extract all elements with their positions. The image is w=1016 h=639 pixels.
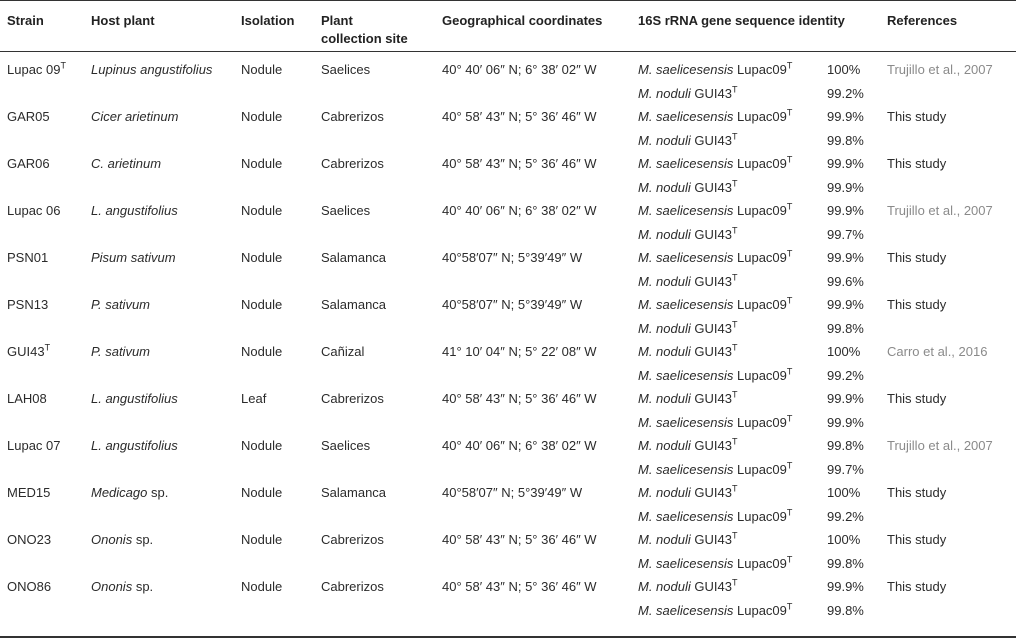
collection-site-cell: Saelices [321,438,371,453]
identity-value-2: 99.8% [827,556,864,571]
type-strain-marker: T [731,342,738,353]
strain-cell [7,343,50,361]
identity-species: M. saelicesensis [638,297,734,312]
host-plant-cell [91,343,150,361]
type-strain-marker: T [44,342,51,353]
identity-line-1 [638,484,737,502]
identity-species: M. saelicesensis [638,556,734,571]
identity-line-2 [638,226,737,244]
isolation-cell: Nodule [241,485,283,500]
type-strain-marker: T [786,60,793,71]
type-strain-marker: T [786,601,793,612]
identity-value-1: 100% [827,344,861,359]
identity-value-1: 99.8% [827,438,864,453]
identity-species: M. saelicesensis [638,250,734,265]
type-strain-marker: T [731,483,738,494]
isolation-cell: Nodule [241,297,283,312]
host-plant-name: Medicago [91,485,148,500]
header-rule [0,51,1016,52]
coordinates-cell: 40° 58′ 43″ N; 5° 36′ 46″ W [442,532,597,547]
strain-name: GAR06 [7,156,50,171]
type-strain-marker: T [731,272,738,283]
identity-species: M. noduli [638,274,691,289]
reference-cell: This study [887,532,947,547]
identity-value-2: 99.9% [827,415,864,430]
type-strain-marker: T [786,413,793,424]
identity-species: M. saelicesensis [638,109,734,124]
host-plant-name: Ononis [91,532,133,547]
type-strain-marker: T [731,131,738,142]
collection-site-cell: Cabrerizos [321,391,384,406]
identity-line-2 [638,85,737,103]
identity-value-1: 99.9% [827,250,864,265]
identity-line-1 [638,108,792,126]
identity-value-2: 99.2% [827,86,864,101]
type-strain-marker: T [786,201,793,212]
strain-cell [7,108,50,126]
header-host-plant: Host plant [91,13,155,28]
identity-line-1 [638,578,737,596]
strain-name: ONO23 [7,532,52,547]
strain-name: MED15 [7,485,51,500]
reference-cell: This study [887,297,947,312]
type-strain-marker: T [731,178,738,189]
coordinates-cell: 40°58′07″ N; 5°39′49″ W [442,297,583,312]
host-plant-cell [91,531,153,549]
identity-line-1 [638,249,792,267]
isolation-cell: Nodule [241,344,283,359]
header-isolation: Isolation [241,13,295,28]
type-strain-marker: T [786,507,793,518]
strain-cell [7,437,61,455]
coordinates-cell: 40° 58′ 43″ N; 5° 36′ 46″ W [442,109,597,124]
identity-value-1: 100% [827,532,861,547]
identity-strain: GUI43 [694,485,732,500]
identity-strain: GUI43 [694,321,732,336]
collection-site-cell: Cabrerizos [321,156,384,171]
type-strain-marker: T [731,389,738,400]
identity-value-2: 99.8% [827,603,864,618]
identity-value-2: 99.7% [827,462,864,477]
header-strain: Strain [7,13,44,28]
identity-species: M. saelicesensis [638,462,734,477]
isolation-cell: Nodule [241,62,283,77]
identity-value-1: 99.9% [827,579,864,594]
identity-line-2 [638,273,737,291]
coordinates-cell: 40°58′07″ N; 5°39′49″ W [442,485,583,500]
strain-cell [7,531,51,549]
reference-cell: This study [887,579,947,594]
type-strain-marker: T [731,84,738,95]
identity-value-2: 99.6% [827,274,864,289]
identity-strain: Lupac09 [737,250,787,265]
strain-name: Lupac 07 [7,438,61,453]
isolation-cell: Nodule [241,250,283,265]
identity-strain: Lupac09 [737,462,787,477]
coordinates-cell: 40° 40′ 06″ N; 6° 38′ 02″ W [442,62,597,77]
isolation-cell: Nodule [241,109,283,124]
identity-strain: Lupac09 [737,297,787,312]
type-strain-marker: T [786,460,793,471]
identity-species: M. noduli [638,86,691,101]
identity-species: M. noduli [638,391,691,406]
host-plant-cell [91,61,212,79]
type-strain-marker: T [786,295,793,306]
reference-cell: This study [887,391,947,406]
type-strain-marker: T [731,436,738,447]
identity-value-2: 99.8% [827,133,864,148]
host-plant-cell [91,296,150,314]
header-coordinates: Geographical coordinates [442,13,603,28]
header-site-line1: Plant [321,13,353,28]
host-plant-name: L. angustifolius [91,391,178,406]
identity-strain: GUI43 [694,391,732,406]
identity-line-1 [638,343,737,361]
type-strain-marker: T [786,366,793,377]
identity-value-1: 99.9% [827,109,864,124]
identity-strain: Lupac09 [737,156,787,171]
identity-value-1: 100% [827,485,861,500]
strain-name: GAR05 [7,109,50,124]
strain-name: PSN01 [7,250,49,265]
identity-line-2 [638,179,737,197]
identity-value-2: 99.2% [827,509,864,524]
type-strain-marker: T [731,225,738,236]
identity-strain: Lupac09 [737,203,787,218]
identity-species: M. noduli [638,133,691,148]
isolation-cell: Nodule [241,532,283,547]
identity-species: M. noduli [638,438,691,453]
host-plant-suffix: sp. [132,579,154,594]
reference-cell: Trujillo et al., 2007 [887,203,993,218]
header-references: References [887,13,958,28]
identity-line-2 [638,508,792,526]
host-plant-cell [91,202,178,220]
reference-cell: This study [887,109,947,124]
host-plant-name: L. angustifolius [91,203,178,218]
identity-strain: GUI43 [694,532,732,547]
host-plant-name: P. sativum [91,344,151,359]
type-strain-marker: T [786,554,793,565]
identity-value-2: 99.8% [827,321,864,336]
strain-name: Lupac 09 [7,62,61,77]
identity-line-1 [638,390,737,408]
type-strain-marker: T [60,60,66,71]
strain-name: ONO86 [7,579,52,594]
identity-species: M. noduli [638,321,691,336]
collection-site-cell: Saelices [321,62,371,77]
type-strain-marker: T [786,107,793,118]
header-collection-site [321,12,408,48]
identity-species: M. saelicesensis [638,415,734,430]
host-plant-cell [91,108,178,126]
identity-strain: GUI43 [694,579,732,594]
host-plant-name: L. angustifolius [91,438,178,453]
isolation-cell: Nodule [241,156,283,171]
identity-value-1: 99.9% [827,391,864,406]
identity-line-2 [638,555,792,573]
identity-species: M. noduli [638,227,691,242]
coordinates-cell: 40° 58′ 43″ N; 5° 36′ 46″ W [442,391,597,406]
host-plant-cell [91,155,161,173]
identity-strain: GUI43 [694,133,732,148]
host-plant-cell [91,390,178,408]
identity-strain: GUI43 [694,274,732,289]
strain-name: PSN13 [7,297,49,312]
host-plant-name: Lupinus angustifolius [91,62,213,77]
identity-species: M. noduli [638,180,691,195]
collection-site-cell: Salamanca [321,485,387,500]
identity-strain: GUI43 [694,344,732,359]
strain-cell [7,390,47,408]
coordinates-cell: 40°58′07″ N; 5°39′49″ W [442,250,583,265]
isolation-cell: Leaf [241,391,267,406]
host-plant-name: P. sativum [91,297,151,312]
type-strain-marker: T [731,577,738,588]
host-plant-cell [91,484,168,502]
identity-species: M. saelicesensis [638,62,734,77]
identity-line-1 [638,531,737,549]
identity-species: M. noduli [638,344,691,359]
reference-cell: This study [887,250,947,265]
identity-strain: Lupac09 [737,509,787,524]
reference-cell: Carro et al., 2016 [887,344,988,359]
identity-species: M. saelicesensis [638,156,734,171]
collection-site-cell: Cabrerizos [321,109,384,124]
identity-line-1 [638,202,792,220]
coordinates-cell: 40° 40′ 06″ N; 6° 38′ 02″ W [442,438,597,453]
type-strain-marker: T [731,530,738,541]
identity-strain: Lupac09 [737,62,787,77]
identity-strain: GUI43 [694,86,732,101]
identity-value-2: 99.2% [827,368,864,383]
reference-cell: Trujillo et al., 2007 [887,62,993,77]
isolation-cell: Nodule [241,438,283,453]
identity-species: M. noduli [638,579,691,594]
identity-line-2 [638,461,792,479]
type-strain-marker: T [731,319,738,330]
host-plant-name: Pisum sativum [91,250,176,265]
identity-value-1: 99.9% [827,297,864,312]
identity-value-1: 99.9% [827,203,864,218]
identity-line-2 [638,367,792,385]
coordinates-cell: 40° 58′ 43″ N; 5° 36′ 46″ W [442,579,597,594]
host-plant-cell [91,578,153,596]
isolation-cell: Nodule [241,579,283,594]
identity-value-2: 99.7% [827,227,864,242]
table-bottom-rule [0,636,1016,638]
strain-name: GUI43 [7,344,45,359]
collection-site-cell: Cabrerizos [321,532,384,547]
collection-site-cell: Saelices [321,203,371,218]
reference-cell: Trujillo et al., 2007 [887,438,993,453]
reference-cell: This study [887,156,947,171]
host-plant-cell [91,249,176,267]
identity-species: M. saelicesensis [638,203,734,218]
host-plant-name: Ononis [91,579,133,594]
identity-line-2 [638,602,792,620]
identity-strain: GUI43 [694,438,732,453]
host-plant-suffix: sp. [132,532,154,547]
coordinates-cell: 41° 10′ 04″ N; 5° 22′ 08″ W [442,344,597,359]
strain-cell [7,155,50,173]
identity-line-1 [638,155,792,173]
identity-strain: Lupac09 [737,556,787,571]
collection-site-cell: Salamanca [321,297,387,312]
type-strain-marker: T [786,154,793,165]
identity-line-1 [638,296,792,314]
coordinates-cell: 40° 40′ 06″ N; 6° 38′ 02″ W [442,203,597,218]
host-plant-suffix: sp. [147,485,169,500]
identity-species: M. saelicesensis [638,509,734,524]
strain-cell [7,249,48,267]
strain-name: Lupac 06 [7,203,61,218]
identity-species: M. saelicesensis [638,368,734,383]
host-plant-cell [91,437,178,455]
reference-cell: This study [887,485,947,500]
identity-value-1: 100% [827,62,861,77]
identity-strain: Lupac09 [737,109,787,124]
identity-line-2 [638,132,737,150]
identity-value-1: 99.9% [827,156,864,171]
strain-cell [7,202,61,220]
host-plant-name: Cicer arietinum [91,109,179,124]
strain-name: LAH08 [7,391,47,406]
strain-cell [7,296,48,314]
collection-site-cell: Cabrerizos [321,579,384,594]
strain-cell [7,484,50,502]
identity-strain: Lupac09 [737,415,787,430]
identity-strain: GUI43 [694,227,732,242]
identity-species: M. noduli [638,532,691,547]
identity-line-2 [638,414,792,432]
coordinates-cell: 40° 58′ 43″ N; 5° 36′ 46″ W [442,156,597,171]
identity-line-2 [638,320,737,338]
identity-line-1 [638,437,737,455]
identity-species: M. saelicesensis [638,603,734,618]
identity-species: M. noduli [638,485,691,500]
identity-strain: GUI43 [694,180,732,195]
collection-site-cell: Cañizal [321,344,365,359]
identity-line-1 [638,61,792,79]
identity-value-2: 99.9% [827,180,864,195]
strain-cell [7,61,66,79]
type-strain-marker: T [786,248,793,259]
identity-strain: Lupac09 [737,603,787,618]
table-top-rule [0,0,1016,1]
host-plant-name: C. arietinum [91,156,162,171]
isolation-cell: Nodule [241,203,283,218]
collection-site-cell: Salamanca [321,250,387,265]
header-site-line2: collection site [321,31,408,46]
strain-cell [7,578,51,596]
identity-strain: Lupac09 [737,368,787,383]
header-sequence-identity: 16S rRNA gene sequence identity [638,13,845,28]
